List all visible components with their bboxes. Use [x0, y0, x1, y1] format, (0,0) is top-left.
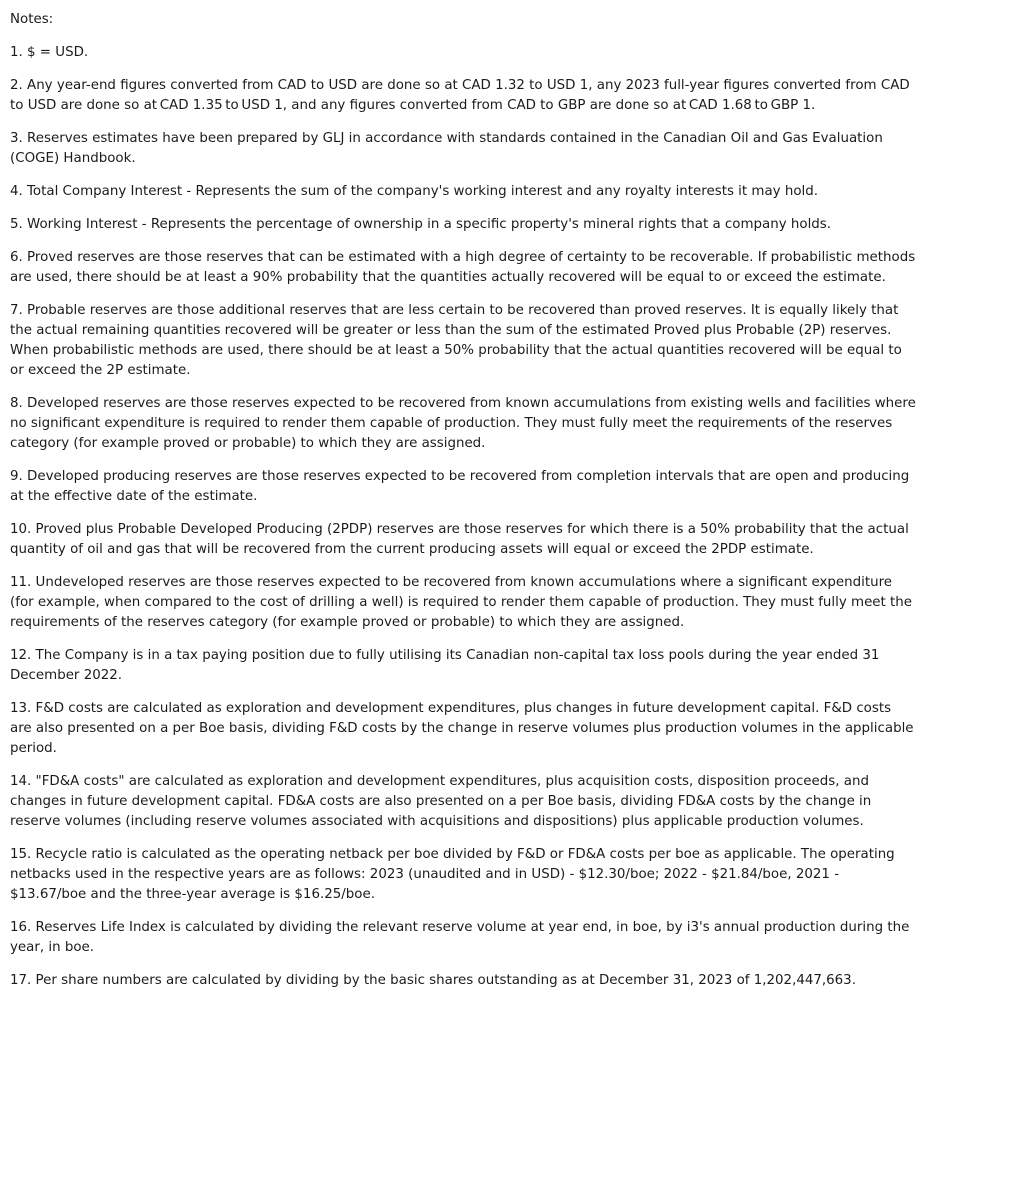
note-paragraph-12: 12. The Company is in a tax paying position due to fully utilising its Canadian non-capital tax loss pools during the year ended 31 December 2022. — [10, 648, 884, 683]
note-paragraph-11: 11. Undeveloped reserves are those reserves expected to be recovered from known accumulations where a significant expenditure (for example, when compared to the cost of drilling a well) is required to render them capable of production. They must fully meet the requirements of the reserves category (for example proved or probable) to which they are assigned. — [10, 575, 917, 630]
note-paragraph-8: 8. Developed reserves are those reserves expected to be recovered from known accumulations from existing wells and facilities where no significant expenditure is required to render them capable of production. They must fully meet the requirements of the reserves category (for example proved or probable) to which they are assigned. — [10, 396, 921, 451]
note-paragraph-5: 5. Working Interest - Represents the percentage of ownership in a specific property's mineral rights that a company holds. — [10, 217, 832, 232]
note-paragraph-2: 2. Any year-end figures converted from CAD to USD are done so at CAD 1.32 to USD 1, any 2023 full-year figures converted from CAD to USD are done so at CAD 1.35 to USD 1, and any figures converted from CAD to GBP are done so at CAD 1.68 to GBP 1. — [10, 78, 914, 113]
note-paragraph-1: 1. $ = USD. — [10, 45, 89, 60]
note-paragraph-16: 16. Reserves Life Index is calculated by dividing the relevant reserve volume at year end, in boe, by i3's annual production during the year, in boe. — [10, 920, 914, 955]
note-paragraph-9: 9. Developed producing reserves are those reserves expected to be recovered from completion intervals that are open and producing at the effective date of the estimate. — [10, 469, 914, 504]
note-paragraph-6: 6. Proved reserves are those reserves that can be estimated with a high degree of certainty to be recoverable. If probabilistic methods are used, there should be at least a 90% probability that the quantities actually recovered will be equal to or exceed the estimate. — [10, 250, 920, 285]
note-paragraph-7: 7. Probable reserves are those additional reserves that are less certain to be recovered than proved reserves. It is equally likely that the actual remaining quantities recovered will be greater or less than the sum of the estimated Proved plus Probable (2P) reserves. When probabilistic methods are used, there should be at least a 50% probability that the actual quantities recovered will be equal to or exceed the 2P estimate. — [10, 303, 907, 378]
notes-heading: Notes: — [10, 12, 54, 27]
note-paragraph-17: 17. Per share numbers are calculated by dividing by the basic shares outstanding as at December 31, 2023 of 1,202,447,663. — [10, 973, 856, 988]
note-paragraph-10: 10. Proved plus Probable Developed Producing (2PDP) reserves are those reserves for which there is a 50% probability that the actual quantity of oil and gas that will be recovered from the current producing assets will equal or exceed the 2PDP estimate. — [10, 522, 914, 557]
note-paragraph-13: 13. F&D costs are calculated as exploration and development expenditures, plus changes in future development capital. F&D costs are also presented on a per Boe basis, dividing F&D costs by the change in reserve volumes plus production volumes in the applicable period. — [10, 701, 918, 756]
note-paragraph-4: 4. Total Company Interest - Represents the sum of the company's working interest and any royalty interests it may hold. — [10, 184, 818, 199]
note-paragraph-3: 3. Reserves estimates have been prepared by GLJ in accordance with standards contained in the Canadian Oil and Gas Evaluation (COGE) Handbook. — [10, 131, 888, 166]
note-paragraph-15: 15. Recycle ratio is calculated as the operating netback per boe divided by F&D or FD&A costs per boe as applicable. The operating netbacks used in the respective years are as follows: 2023 (unaudited and in USD) - $12.30/boe; 2022 - $21.84/boe, 2021 - $13.67/boe and the three-year average is $16.25/boe. — [10, 847, 899, 902]
note-paragraph-14: 14. "FD&A costs" are calculated as exploration and development expenditures, plus acquisition costs, disposition proceeds, and changes in future development capital. FD&A costs are also presented on a per Boe basis, dividing FD&A costs by the change in reserve volumes (including reserve volumes associated with acquisitions and dispositions) plus applicable production volumes. — [10, 774, 876, 829]
